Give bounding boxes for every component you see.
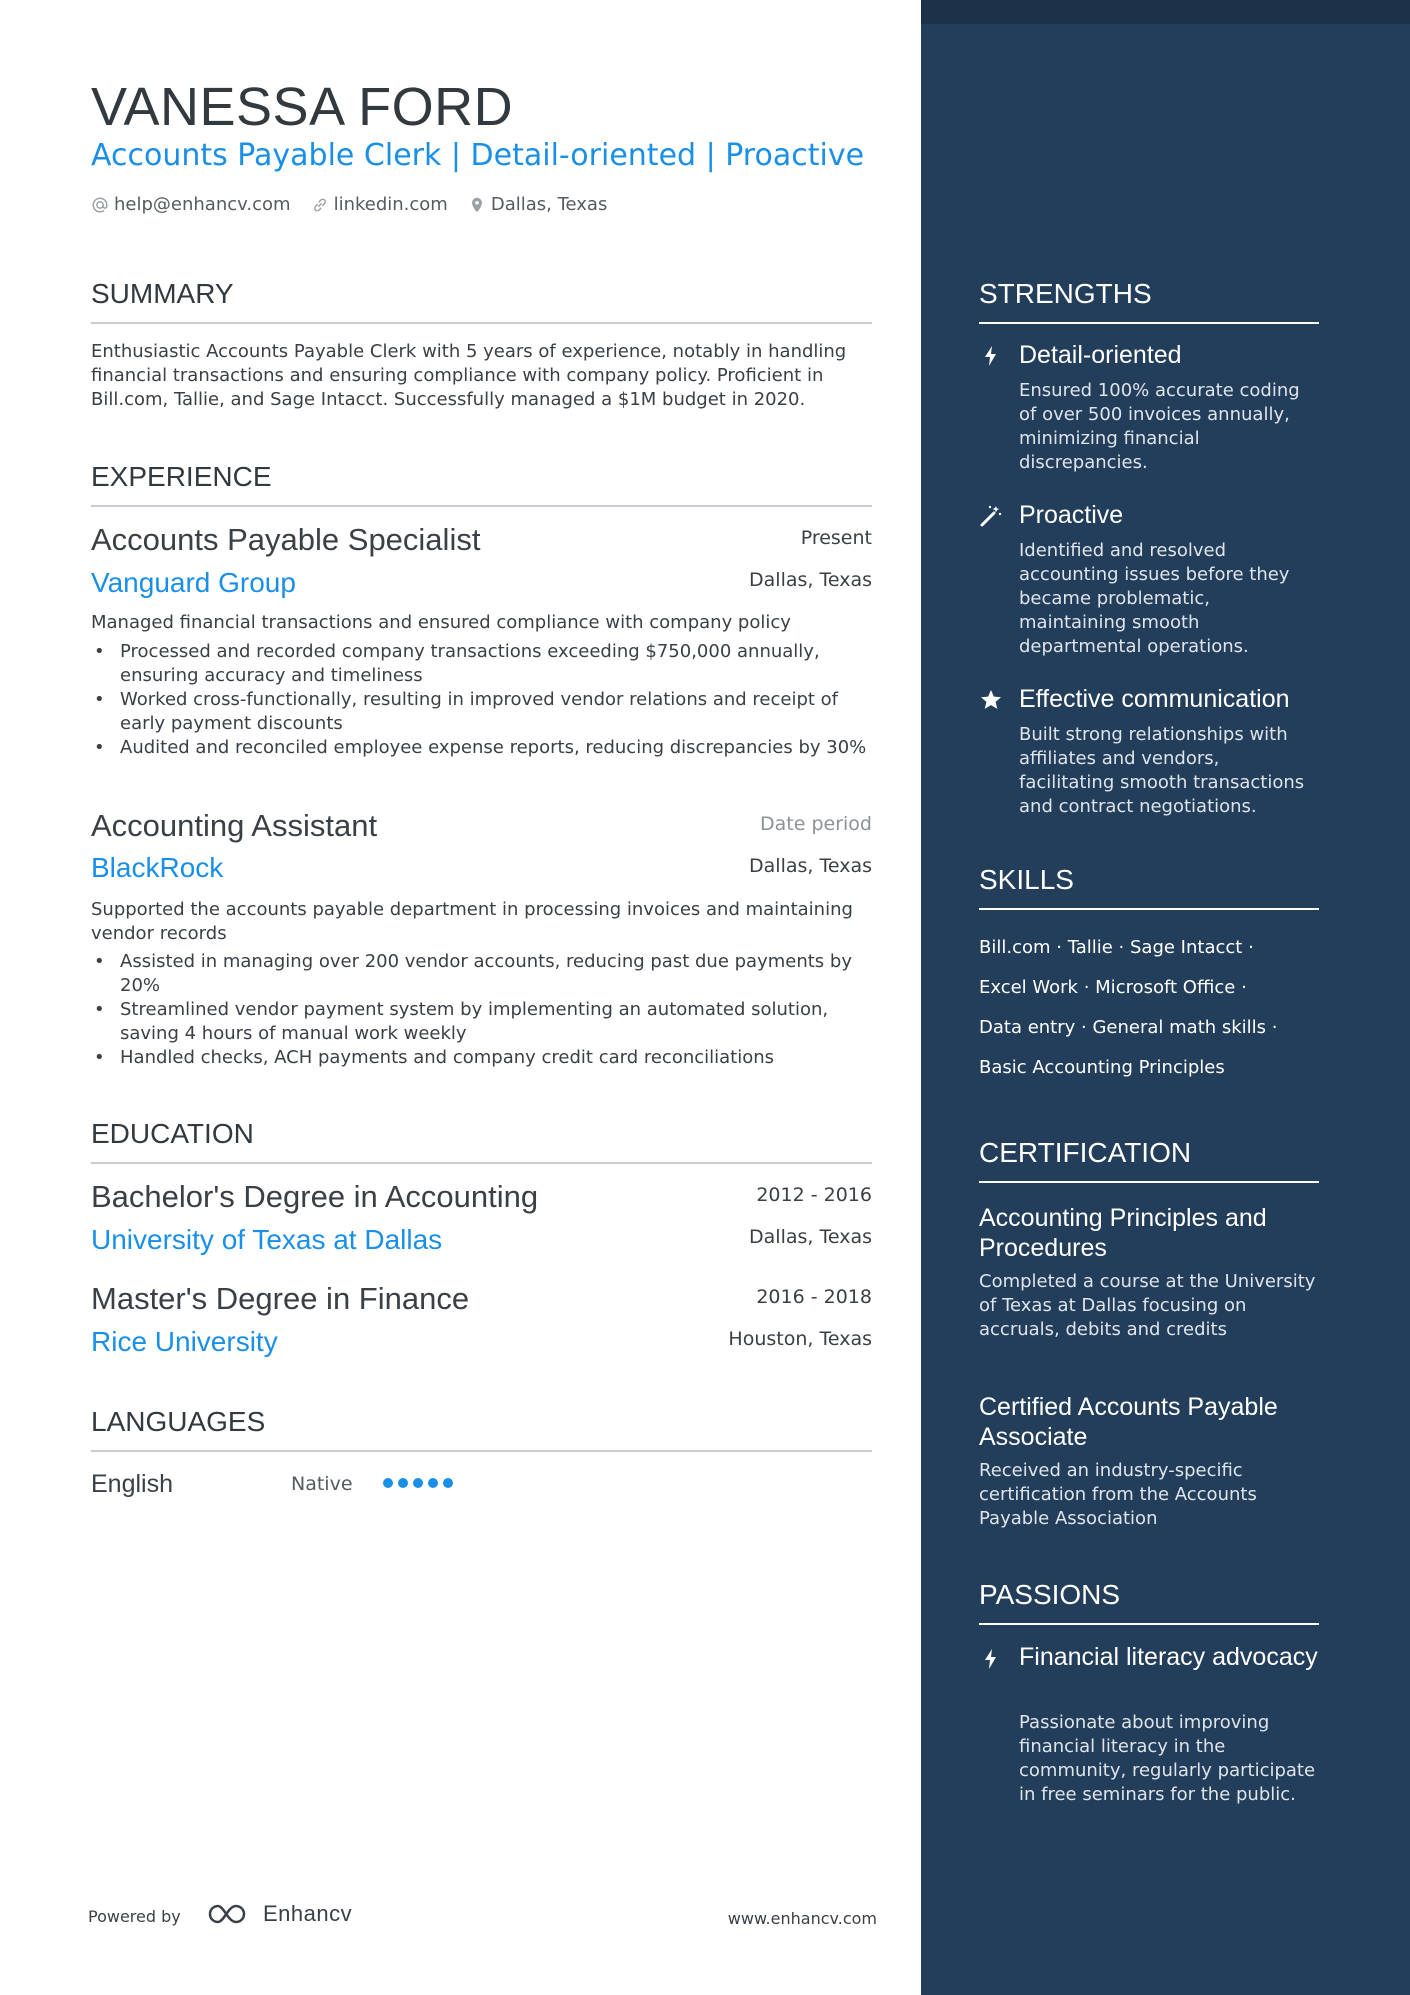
- footer-brand-name: Enhancv: [263, 1901, 353, 1926]
- job-bullet: • Processed and recorded company transactions exceeding $750,000 annually, ensuring accuracy and timeliness: [91, 640, 872, 688]
- skill-item: Basic Accounting Principles: [979, 1057, 1225, 1078]
- strengths-heading: STRENGTHS: [979, 278, 1319, 324]
- certification-description: Completed a course at the University of Texas at Dallas focusing on accruals, debits and credits: [979, 1271, 1316, 1340]
- star-icon: [979, 688, 1003, 712]
- school-location: Houston, Texas: [728, 1328, 872, 1350]
- strength-title: Proactive: [1019, 501, 1124, 529]
- skill-item: Excel Work: [979, 977, 1078, 998]
- job-location: Dallas, Texas: [749, 569, 872, 591]
- skills-line: [979, 1008, 1309, 1048]
- skills-line: [979, 968, 1309, 1008]
- job-bullets: [91, 950, 872, 1070]
- language-level: Native: [291, 1473, 353, 1495]
- education-heading: EDUCATION: [91, 1118, 872, 1164]
- languages-heading: LANGUAGES: [91, 1406, 872, 1452]
- contact-email-text: help@enhancv.com: [114, 194, 291, 215]
- degree-title: Bachelor's Degree in Accounting: [91, 1179, 539, 1214]
- skill-item: Tallie: [1067, 937, 1113, 958]
- job-title: Accounts Payable Specialist: [91, 522, 481, 557]
- footer-brand-logo[interactable]: [207, 1901, 352, 1927]
- skill-item: Microsoft Office: [1095, 977, 1236, 998]
- skill-separator: ·: [1050, 937, 1068, 958]
- experience-heading: EXPERIENCE: [91, 461, 872, 507]
- skill-item: General math skills: [1092, 1017, 1267, 1038]
- skill-separator: ·: [1266, 1017, 1278, 1038]
- link-icon: [311, 196, 329, 214]
- job-date: Date period: [760, 813, 872, 835]
- magic-wand-icon: [979, 504, 1003, 528]
- proficiency-dot: [383, 1478, 393, 1488]
- skills-heading: SKILLS: [979, 864, 1319, 910]
- summary-heading: SUMMARY: [91, 278, 872, 324]
- passion-title: Financial literacy advocacy: [1019, 1643, 1318, 1671]
- skills-list: [979, 928, 1309, 1088]
- job-bullet: • Streamlined vendor payment system by implementing an automated solution, saving 4 hours of manual work weekly: [91, 998, 872, 1046]
- strength-description: Identified and resolved accounting issues before they became problematic, maintaining smooth departmental operations.: [1019, 540, 1290, 657]
- skill-item: Bill.com: [979, 937, 1051, 958]
- footer-url[interactable]: www.enhancv.com: [727, 1909, 877, 1928]
- candidate-title-line: Accounts Payable Clerk | Detail-oriented | Proactive: [91, 138, 865, 173]
- enhancv-logo-icon: [207, 1901, 253, 1927]
- language-name: English: [91, 1470, 173, 1498]
- proficiency-dot: [413, 1478, 423, 1488]
- degree-title: Master's Degree in Finance: [91, 1281, 470, 1316]
- strength-description: Ensured 100% accurate coding of over 500 invoices annually, minimizing financial discrepancies.: [1019, 380, 1300, 473]
- school-name: University of Texas at Dallas: [91, 1224, 443, 1255]
- job-bullet: • Worked cross-functionally, resulting in improved vendor relations and receipt of early payment discounts: [91, 688, 872, 736]
- footer-powered-by: Powered by: [88, 1907, 181, 1926]
- contact-email[interactable]: [91, 194, 291, 215]
- passions-heading: PASSIONS: [979, 1579, 1319, 1625]
- school-name: Rice University: [91, 1326, 278, 1357]
- skill-item: Sage Intacct: [1130, 937, 1243, 958]
- company-name: Vanguard Group: [91, 567, 296, 598]
- job-bullet: • Handled checks, ACH payments and company credit card reconciliations: [91, 1046, 872, 1070]
- lightning-icon: [979, 1647, 1003, 1671]
- candidate-name: VANESSA FORD: [91, 77, 514, 137]
- job-bullet: • Audited and reconciled employee expense reports, reducing discrepancies by 30%: [91, 736, 872, 760]
- job-title: Accounting Assistant: [91, 808, 378, 843]
- certification-title: Accounting Principles and Procedures: [979, 1204, 1267, 1262]
- proficiency-dot: [443, 1478, 453, 1488]
- skill-separator: ·: [1112, 937, 1130, 958]
- education-dates: 2016 - 2018: [756, 1286, 872, 1308]
- map-pin-icon: [468, 196, 486, 214]
- at-icon: [91, 196, 109, 214]
- strength-title: Detail-oriented: [1019, 341, 1182, 369]
- certification-heading: CERTIFICATION: [979, 1137, 1319, 1183]
- job-bullet: • Assisted in managing over 200 vendor accounts, reducing past due payments by 20%: [91, 950, 872, 998]
- job-bullets: [91, 640, 872, 760]
- job-location: Dallas, Texas: [749, 855, 872, 877]
- contact-linkedin[interactable]: [311, 194, 448, 215]
- company-name: BlackRock: [91, 852, 224, 883]
- education-dates: 2012 - 2016: [756, 1184, 872, 1206]
- skills-line: [979, 1048, 1309, 1088]
- contact-linkedin-text: linkedin.com: [333, 194, 448, 215]
- skill-separator: ·: [1242, 937, 1254, 958]
- proficiency-dot: [428, 1478, 438, 1488]
- school-location: Dallas, Texas: [749, 1226, 872, 1248]
- skill-separator: ·: [1075, 1017, 1093, 1038]
- job-description: Managed financial transactions and ensured compliance with company policy: [91, 612, 791, 633]
- strength-title: Effective communication: [1019, 685, 1290, 713]
- certification-description: Received an industry-specific certification from the Accounts Payable Association: [979, 1460, 1257, 1529]
- passion-description: Passionate about improving financial literacy in the community, regularly participate in free seminars for the public.: [1019, 1712, 1316, 1805]
- summary-text: Enthusiastic Accounts Payable Clerk with 5 years of experience, notably in handling financial transactions and ensuring compliance with company policy. Proficient in Bill.com, Tallie, and Sage Intacct. Successfully managed a $1M budget in 2020.: [91, 341, 847, 410]
- job-date: Present: [800, 527, 872, 549]
- job-description: Supported the accounts payable department in processing invoices and maintaining vendor records: [91, 899, 853, 944]
- certification-title: Certified Accounts Payable Associate: [979, 1393, 1278, 1451]
- skill-separator: ·: [1077, 977, 1096, 998]
- contact-row: [91, 194, 607, 215]
- contact-location: [468, 194, 608, 215]
- skill-item: Data entry: [979, 1017, 1076, 1038]
- contact-location-text: Dallas, Texas: [490, 194, 608, 215]
- language-proficiency-dots: [383, 1478, 453, 1488]
- skill-separator: ·: [1235, 977, 1247, 998]
- skills-line: [979, 928, 1309, 968]
- strength-description: Built strong relationships with affiliates and vendors, facilitating smooth transactions and contract negotiations.: [1019, 724, 1305, 817]
- sidebar-top-bar: [921, 0, 1410, 24]
- lightning-icon: [979, 344, 1003, 368]
- proficiency-dot: [398, 1478, 408, 1488]
